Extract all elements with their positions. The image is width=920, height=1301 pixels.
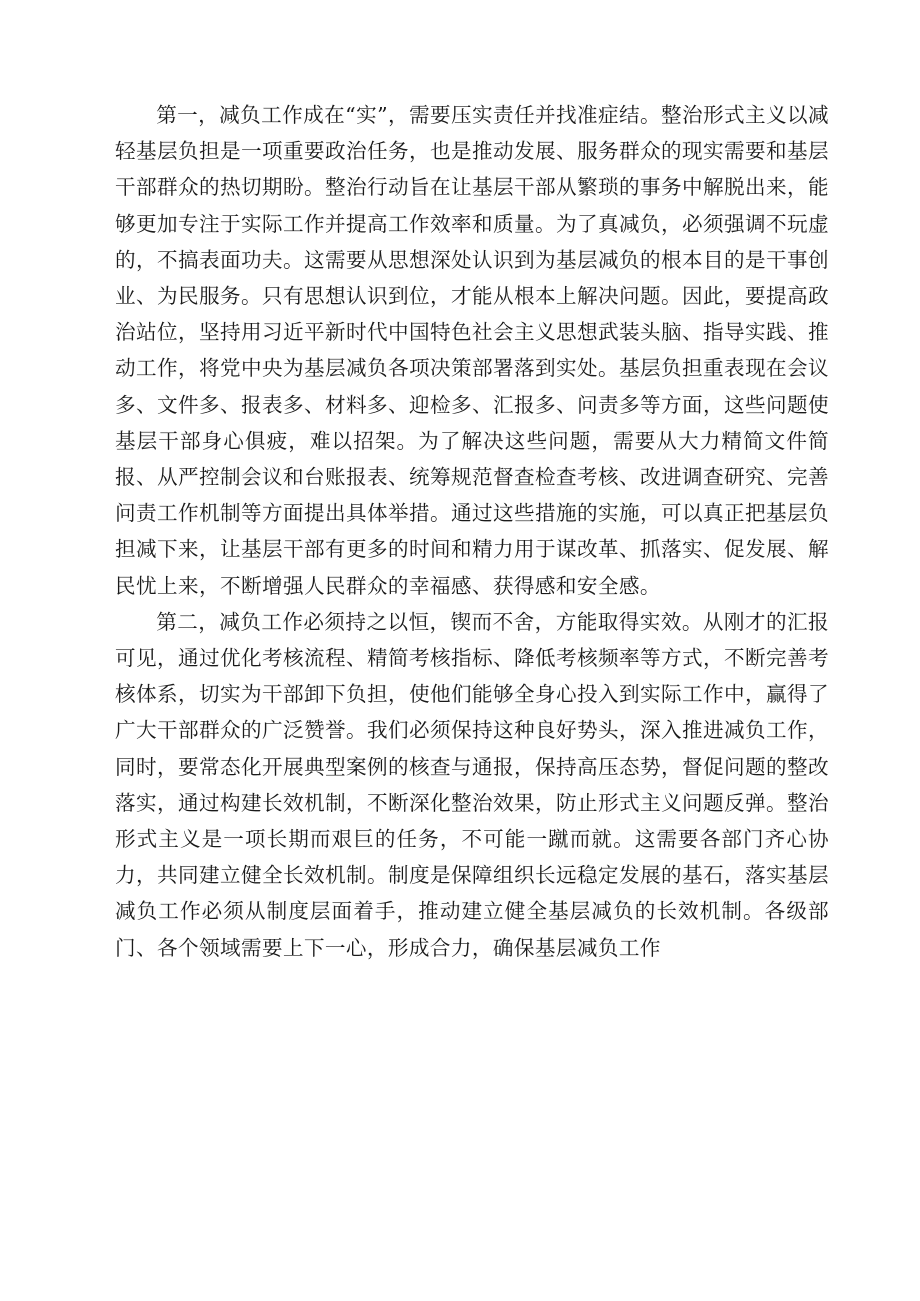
paragraph-first: 第一，减负工作成在“实”，需要压实责任并找准症结。整治形式主义以减轻基层负担是一项重要政治任务，也是推动发展、服务群众的现实需要和基层干部群众的热切期盼。整治行动旨在让基层干部从繁琐的事务中解脱出来，能够更加专注于实际工作并提高工作效率和质量。为了真减负，必须强调不玩虚的，不搞表面功夫。这需要从思想深处认识到为基层减负的根本目的是干事创业、为民服务。只有思想认识到位，才能从根本上解决问题。因此，要提高政治站位，坚持用习近平新时代中国特色社会主义思想武装头脑、指导实践、推动工作，将党中央为基层减负各项决策部署落到实处。基层负担重表现在会议多、文件多、报表多、材料多、迎检多、汇报多、问责多等方面，这些问题使基层干部身心俱疲，难以招架。为了解决这些问题，需要从大力精简文件简报、从严控制会议和台账报表、统筹规范督查检查考核、改进调查研究、完善问责工作机制等方面提出具体举措。通过这些措施的实施，可以真正把基层负担减下来，让基层干部有更多的时间和精力用于谋改革、抓落实、促发展、解民忧上来，不断增强人民群众的幸福感、获得感和安全感。 [115,103,829,598]
paragraph-second: 第二，减负工作必须持之以恒，锲而不舍，方能取得实效。从刚才的汇报可见，通过优化考核流程、精简考核指标、降低考核频率等方式，不断完善考核体系，切实为干部卸下负担，使他们能够全身心投入到实际工作中，赢得了广大干部群众的广泛赞誉。我们必须保持这种良好势头，深入推进减负工作，同时，要常态化开展典型案例的核查与通报，保持高压态势，督促问题的整改落实，通过构建长效机制，不断深化整治效果，防止形式主义问题反弹。整治形式主义是一项长期而艰巨的任务，不可能一蹴而就。这需要各部门齐心协力，共同建立健全长效机制。制度是保障组织长远稳定发展的基石，落实基层减负工作必须从制度层面着手，推动建立健全基层减负的长效机制。各级部门、各个领域需要上下一心，形成合力，确保基层减负工作 [115,609,829,960]
document-page [115,97,829,966]
